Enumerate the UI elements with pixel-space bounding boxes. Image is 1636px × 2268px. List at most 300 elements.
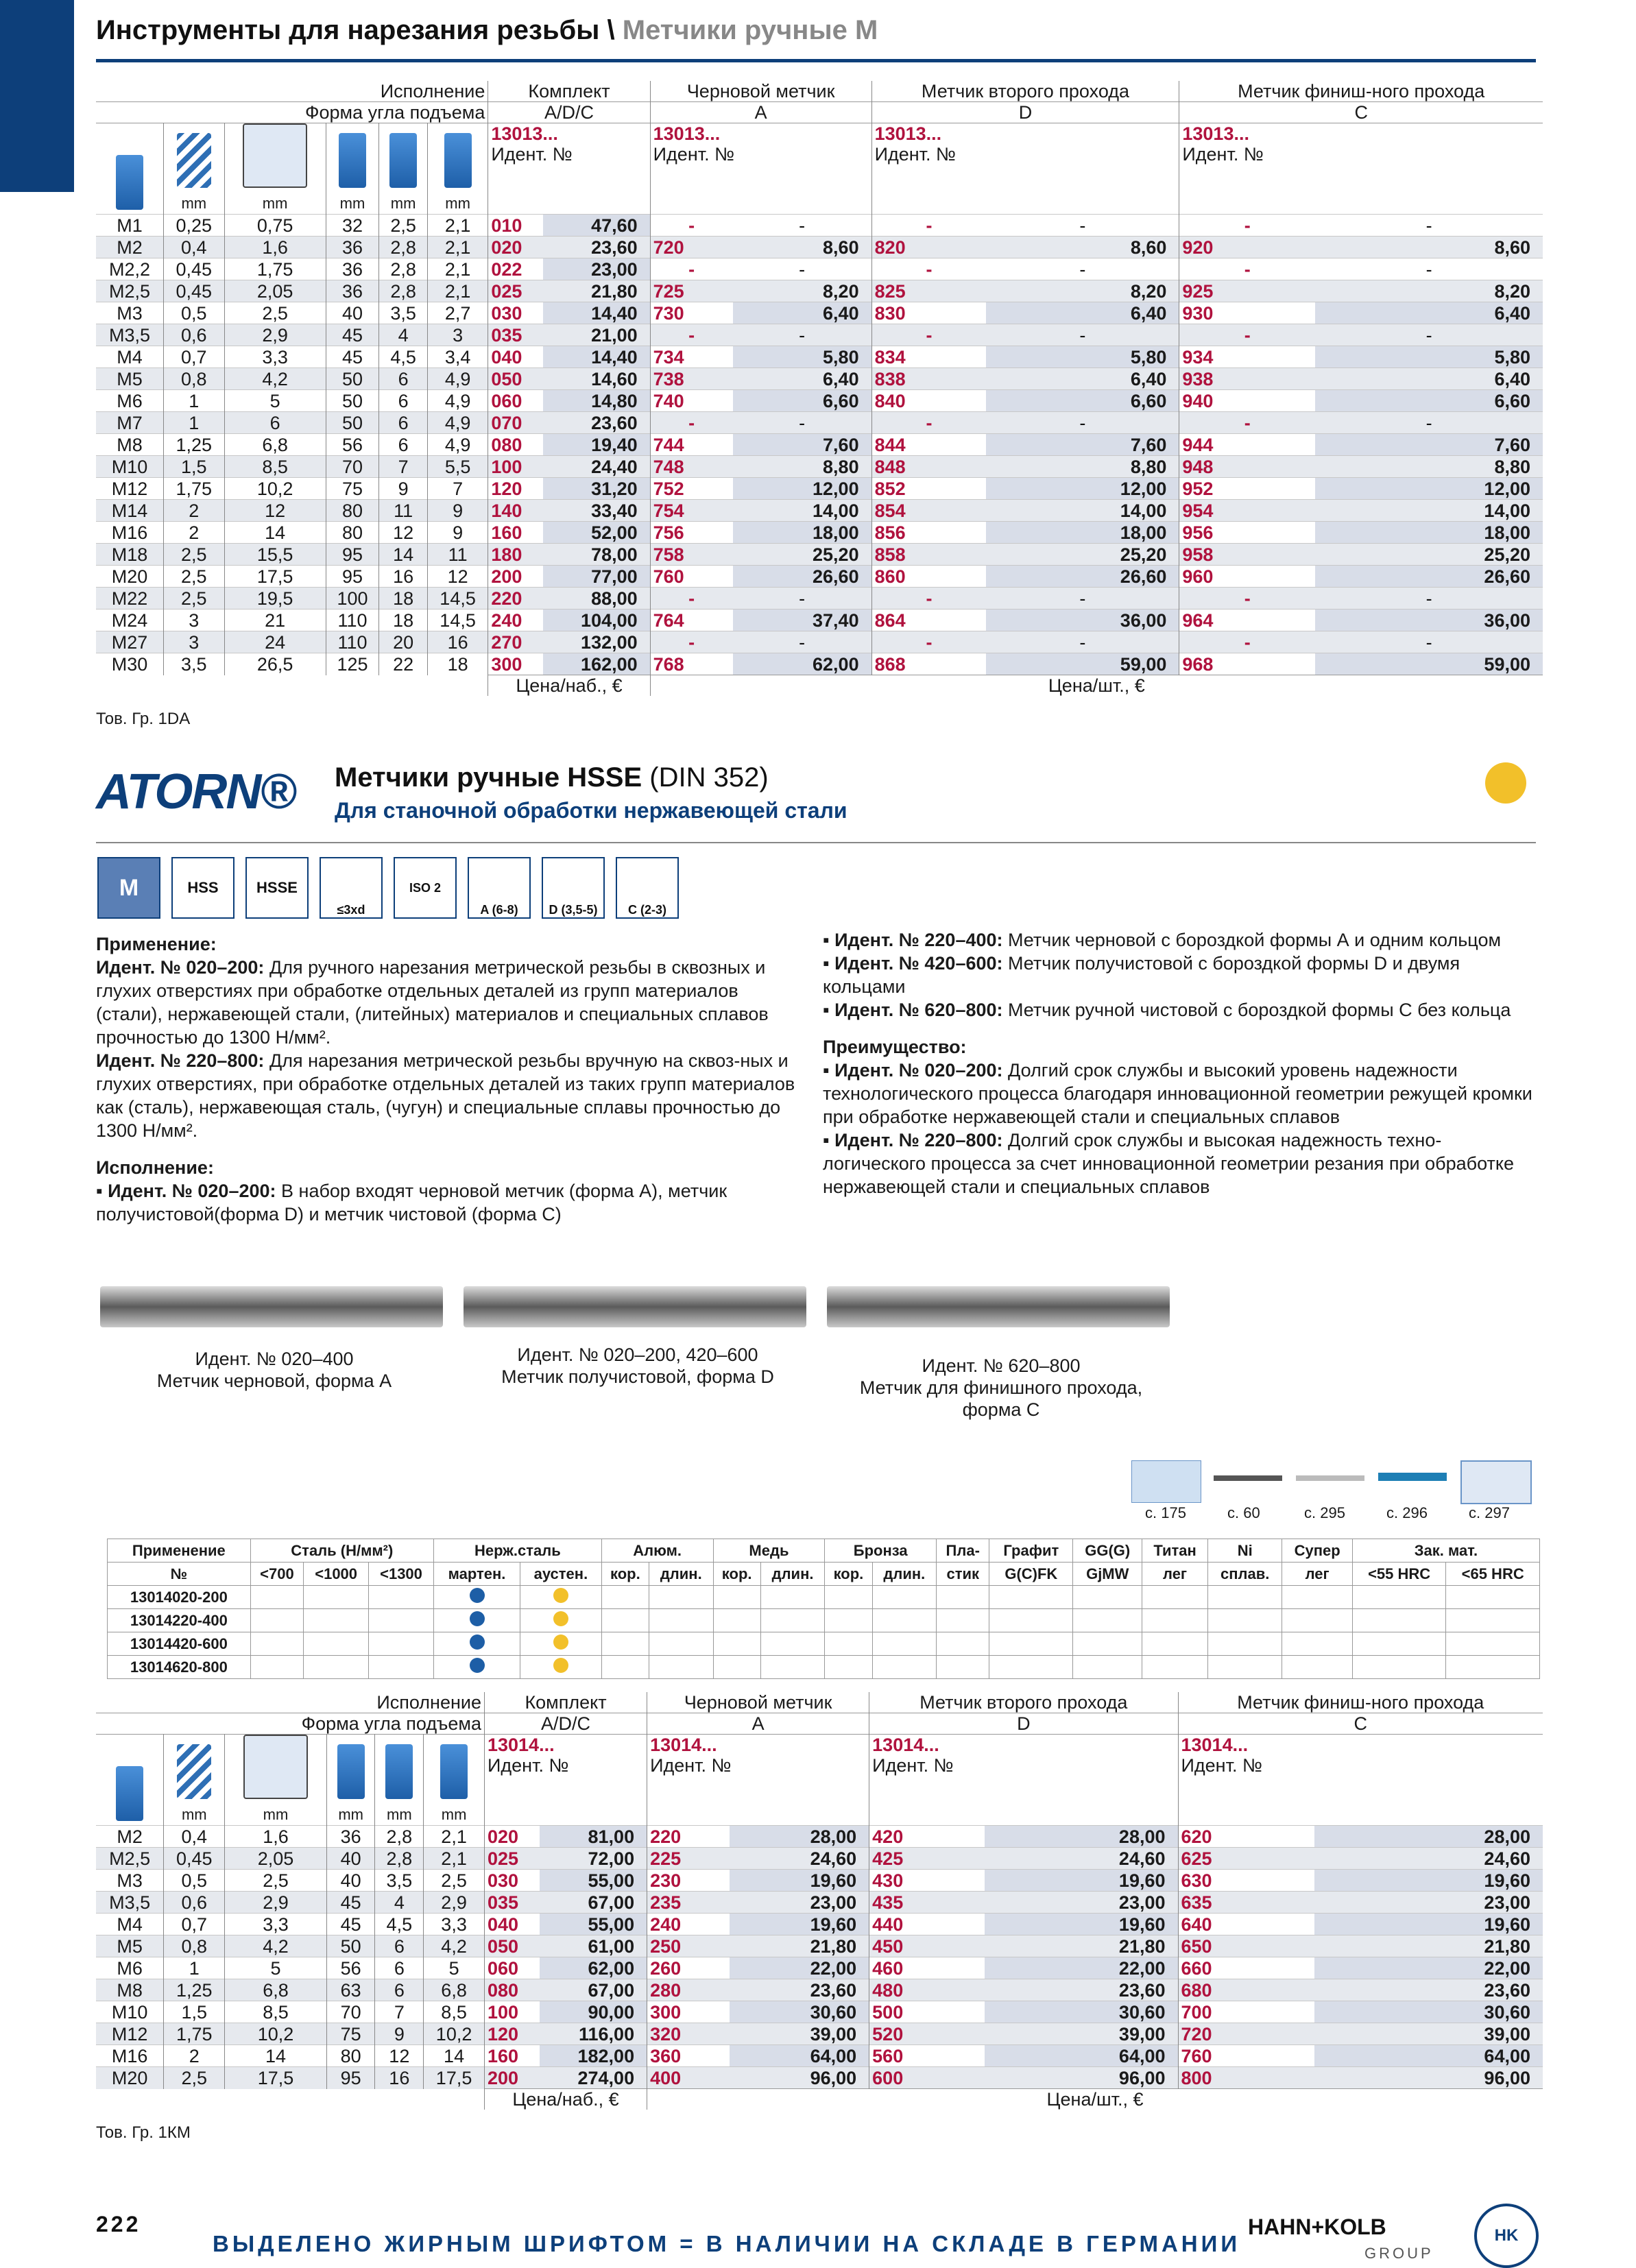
table-cell: 030 (484, 1870, 539, 1892)
table-cell: 954 (1179, 500, 1315, 522)
table-cell: 230 (647, 1870, 730, 1892)
app-header: Нерж.сталь (433, 1539, 601, 1563)
table-cell: 6 (379, 434, 427, 456)
table-row (96, 324, 1543, 346)
app-cell (937, 1632, 989, 1656)
app-cell (433, 1586, 520, 1609)
table-cell: 96,00 (985, 2067, 1178, 2089)
table-cell: 6,60 (986, 390, 1179, 412)
table-cell: 14,5 (427, 610, 488, 631)
table-cell: 116,00 (540, 2023, 647, 2045)
table-cell: - (1179, 412, 1315, 434)
table-cell: 2,5 (164, 588, 225, 610)
table-cell: 70 (326, 2001, 375, 2023)
table-cell: 25,20 (986, 544, 1179, 566)
table-cell: 12,00 (733, 478, 872, 500)
table-cell: 035 (488, 324, 543, 346)
table-row (96, 1914, 1543, 1935)
table-cell: 6,8 (224, 434, 326, 456)
brand-group: GROUP (1364, 2245, 1434, 2262)
icon-cell (96, 123, 164, 215)
tap-size-icon (116, 155, 143, 210)
table-cell: 18,00 (1315, 522, 1543, 544)
table-cell: 8,60 (986, 237, 1179, 258)
table-cell: 925 (1179, 280, 1315, 302)
app-cell (433, 1632, 520, 1656)
table-cell: 23,60 (730, 1979, 869, 2001)
table-cell: 28,00 (730, 1826, 869, 1848)
app-subheader: кор. (601, 1563, 649, 1586)
table-cell: 6 (379, 390, 427, 412)
form-header: D (869, 1713, 1178, 1735)
icon-cell (225, 1735, 327, 1826)
table-cell: 020 (488, 237, 543, 258)
table-row (96, 478, 1543, 500)
table-cell: 752 (650, 478, 732, 500)
table-cell: 820 (871, 237, 986, 258)
table-cell: 14,00 (733, 500, 872, 522)
table-cell: 040 (484, 1914, 539, 1935)
table-cell: 050 (488, 368, 543, 390)
section-divider (96, 842, 1536, 843)
table-cell: 2,05 (224, 280, 326, 302)
app-cell (1207, 1656, 1282, 1679)
table-cell: 180 (488, 544, 543, 566)
square-icon (440, 1744, 468, 1799)
table-cell: 450 (869, 1935, 985, 1957)
table-cell: 5 (224, 390, 326, 412)
table-cell: 958 (1179, 544, 1315, 566)
table-cell: M4 (96, 1914, 164, 1935)
app-cell (1446, 1632, 1540, 1656)
app-cell (825, 1586, 872, 1609)
table-cell: 956 (1179, 522, 1315, 544)
table-cell: 18 (427, 653, 488, 675)
icon-cell (424, 1735, 485, 1826)
table-cell: 864 (871, 610, 986, 631)
table-cell: 838 (871, 368, 986, 390)
drill-icon[interactable] (1378, 1473, 1447, 1481)
table-cell: 768 (650, 653, 732, 675)
table-cell: 11 (427, 544, 488, 566)
table-cell: 4,5 (375, 1914, 424, 1935)
table-cell: 19,5 (224, 588, 326, 610)
table-row (108, 1609, 1540, 1632)
app-cell (713, 1609, 760, 1632)
table-cell: 8,5 (225, 2001, 327, 2023)
table-cell: 120 (484, 2023, 539, 2045)
badge-form-a-icon: A (6-8) (468, 857, 531, 919)
app-cell (1142, 1609, 1208, 1632)
app-subheader: длин. (760, 1563, 825, 1586)
table-cell: 100 (326, 588, 379, 610)
tap-image-finish (827, 1286, 1170, 1327)
app-subheader: <1300 (369, 1563, 434, 1586)
table-cell: M2,2 (96, 258, 164, 280)
table-cell: 220 (488, 588, 543, 610)
advantage-item: ▪ Идент. № 020–200: Долгий срок службы и высокий уровень надежности технологического процесса благодаря инновационной геометрии режущей кромки при обработке нержавеющей стали и специальных сплавов (823, 1059, 1536, 1129)
table-cell: 30,60 (1314, 2001, 1543, 2023)
tap-size-icon (116, 1766, 143, 1821)
table-cell: 22 (379, 653, 427, 675)
table-cell: 948 (1179, 456, 1315, 478)
table-cell: 640 (1178, 1914, 1314, 1935)
table-cell: 760 (650, 566, 732, 588)
ref-296[interactable]: с. 296 (1386, 1504, 1428, 1521)
table-cell: 2,9 (224, 324, 326, 346)
app-cell (1142, 1632, 1208, 1656)
thread-length-icon (385, 1744, 413, 1799)
table-cell: 2,1 (424, 1826, 485, 1848)
table-cell: 834 (871, 346, 986, 368)
table-cell: M5 (96, 1935, 164, 1957)
table-cell: 320 (647, 2023, 730, 2045)
table-cell: 12,00 (1315, 478, 1543, 500)
table-cell: 37,40 (733, 610, 872, 631)
table-2-footnote: Тов. Гр. 1КМ (96, 2123, 191, 2142)
table-cell: M3,5 (96, 1892, 164, 1914)
table-cell: 756 (650, 522, 732, 544)
app-subheader: <700 (250, 1563, 304, 1586)
app-header: Зак. мат. (1352, 1539, 1539, 1563)
unit-label: mm (441, 1806, 467, 1823)
table-cell: 3 (427, 324, 488, 346)
table-row (96, 522, 1543, 544)
overall-length-icon (337, 1744, 365, 1799)
table-cell: 2,8 (379, 258, 427, 280)
table-row (96, 237, 1543, 258)
badge-m: M (97, 857, 160, 919)
table-cell: 67,00 (540, 1892, 647, 1914)
table-cell: 36,00 (986, 610, 1179, 631)
table-cell: - (650, 588, 732, 610)
app-cell (1207, 1632, 1282, 1656)
overall-length-icon (339, 133, 366, 188)
table-cell: 4,9 (427, 434, 488, 456)
table-cell: 7,60 (986, 434, 1179, 456)
table-cell: M18 (96, 544, 164, 566)
table-1-footnote: Тов. Гр. 1DA (96, 710, 191, 728)
app-code: 13014620-800 (108, 1656, 251, 1679)
table-cell: M2,5 (96, 1848, 164, 1870)
table-cell: 0,25 (164, 215, 225, 237)
app-cell (872, 1656, 937, 1679)
description-left (96, 932, 795, 1226)
table-cell: 2,1 (427, 258, 488, 280)
table-cell: 95 (326, 566, 379, 588)
table-cell: 4 (379, 324, 427, 346)
application-heading: Применение: (96, 934, 217, 954)
table-cell: 0,7 (164, 346, 225, 368)
table-cell: 280 (647, 1979, 730, 2001)
app-cell (520, 1632, 602, 1656)
table-cell: 3,4 (427, 346, 488, 368)
table-cell: 50 (326, 368, 379, 390)
table-cell: 14,40 (543, 346, 651, 368)
table-cell: 75 (326, 478, 379, 500)
header-divider (96, 59, 1536, 62)
table-cell: 4,9 (427, 368, 488, 390)
table-cell: 90,00 (540, 2001, 647, 2023)
price-piece-label: Цена/шт., € (650, 675, 1543, 697)
group-header: 13014... Идент. № (1178, 1735, 1543, 1826)
table-cell: 660 (1178, 1957, 1314, 1979)
app-cell (369, 1586, 434, 1609)
table-cell: 36 (326, 1826, 375, 1848)
app-subheader: лег (1282, 1563, 1352, 1586)
table-cell: 5 (225, 1957, 327, 1979)
table-cell: 848 (871, 456, 986, 478)
table-cell: 220 (647, 1826, 730, 1848)
table-cell: 70 (326, 456, 379, 478)
table-cell: 3,5 (375, 1870, 424, 1892)
application-table (107, 1539, 1540, 1679)
table-cell: 110 (326, 631, 379, 653)
table-cell: 080 (488, 434, 543, 456)
table-cell: 52,00 (543, 522, 651, 544)
table-cell: 6,40 (986, 302, 1179, 324)
app-header: GG(G) (1073, 1539, 1142, 1563)
suitable-dot-icon (470, 1658, 485, 1673)
table-cell: 5,80 (1315, 346, 1543, 368)
table-cell: 030 (488, 302, 543, 324)
table-cell: 8,80 (1315, 456, 1543, 478)
table-cell: 14,00 (986, 500, 1179, 522)
table-cell: 9 (375, 2023, 424, 2045)
core-hole-icon (243, 123, 307, 188)
suitable-dot-icon (553, 1588, 568, 1603)
table-cell: M1 (96, 215, 164, 237)
table-cell: 6 (375, 1957, 424, 1979)
table-cell: 0,4 (164, 237, 225, 258)
table-cell: 858 (871, 544, 986, 566)
variant-item: ▪ Идент. № 220–400: Метчик черновой с бороздкой формы А и одним кольцом (823, 928, 1536, 952)
ref-295[interactable]: с. 295 (1304, 1504, 1345, 1521)
table-cell: 6 (375, 1935, 424, 1957)
table-cell: 64,00 (985, 2045, 1178, 2067)
info-icon[interactable] (1131, 1460, 1201, 1503)
table-cell: M6 (96, 1957, 164, 1979)
table-cell: 854 (871, 500, 986, 522)
table-cell: - (871, 412, 986, 434)
app-header: Графит (989, 1539, 1073, 1563)
tap-image-rough (100, 1286, 443, 1327)
app-cell (1282, 1656, 1352, 1679)
table-cell: 39,00 (985, 2023, 1178, 2045)
table-cell: M16 (96, 522, 164, 544)
table-cell: 33,40 (543, 500, 651, 522)
table-cell: 0,45 (164, 1848, 225, 1870)
unit-label: mm (181, 195, 207, 212)
table-cell: 31,20 (543, 478, 651, 500)
table-cell: 425 (869, 1848, 985, 1870)
table-cell: - (1179, 631, 1315, 653)
tap-holder-icon[interactable] (1214, 1475, 1282, 1481)
table-cell: 560 (869, 2045, 985, 2067)
group-header: 13013... Идент. № (650, 123, 871, 215)
table-cell: 944 (1179, 434, 1315, 456)
table-cell: - (650, 631, 732, 653)
table-cell: 14,00 (1315, 500, 1543, 522)
table-cell: 45 (326, 346, 379, 368)
table-cell: 5,5 (427, 456, 488, 478)
table-cell: M10 (96, 456, 164, 478)
table-cell: 4 (375, 1892, 424, 1914)
table-cell: 460 (869, 1957, 985, 1979)
table-cell: 4,9 (427, 390, 488, 412)
table-cell: 754 (650, 500, 732, 522)
tap-wrench-icon[interactable] (1296, 1475, 1364, 1481)
app-cell (760, 1609, 825, 1632)
table-cell: 8,20 (986, 280, 1179, 302)
table-cell: 55,00 (540, 1870, 647, 1892)
table-cell: 26,60 (986, 566, 1179, 588)
app-subheader: длин. (649, 1563, 713, 1586)
table-cell: 36 (326, 258, 379, 280)
app-header: Алюм. (601, 1539, 713, 1563)
table-cell: 760 (1178, 2045, 1314, 2067)
table-cell: 14,80 (543, 390, 651, 412)
table-cell: 23,00 (1314, 1892, 1543, 1914)
table-cell: 844 (871, 434, 986, 456)
table-row (96, 390, 1543, 412)
table-cell: 25,20 (733, 544, 872, 566)
ref-297[interactable]: с. 297 (1469, 1504, 1510, 1521)
table-cell: 81,00 (540, 1826, 647, 1848)
table-cell: 7,60 (733, 434, 872, 456)
table-cell: 19,40 (543, 434, 651, 456)
app-cell (872, 1609, 937, 1632)
table-cell: 720 (1178, 2023, 1314, 2045)
table-cell: - (733, 588, 872, 610)
table-cell: 920 (1179, 237, 1315, 258)
table-cell: 830 (871, 302, 986, 324)
table-cell: 0,6 (164, 324, 225, 346)
table-cell: 0,4 (164, 1826, 225, 1848)
table-cell: 8,80 (986, 456, 1179, 478)
table-cell: 28,00 (985, 1826, 1178, 1848)
table-cell: 860 (871, 566, 986, 588)
table-cell: 2,9 (225, 1892, 327, 1914)
table-cell: M3 (96, 302, 164, 324)
table-cell: 14 (424, 2045, 485, 2067)
table-cell: 2,8 (375, 1848, 424, 1870)
table-cell: 12 (379, 522, 427, 544)
table-cell: 050 (484, 1935, 539, 1957)
table-cell: 21,80 (730, 1935, 869, 1957)
table-cell: 840 (871, 390, 986, 412)
table-row (96, 412, 1543, 434)
spec-table-1-wrap (96, 81, 1543, 729)
unit-label: mm (338, 1806, 363, 1823)
table-cell: M12 (96, 2023, 164, 2045)
table-cell: 240 (488, 610, 543, 631)
table-cell: 0,7 (164, 1914, 225, 1935)
table-cell: 9 (379, 478, 427, 500)
ref-60[interactable]: с. 60 (1227, 1504, 1260, 1521)
ref-175[interactable]: с. 175 (1145, 1504, 1186, 1521)
app-cell (1073, 1609, 1142, 1632)
table-cell: 72,00 (540, 1848, 647, 1870)
table-cell: 200 (484, 2067, 539, 2089)
table-cell: 36 (326, 237, 379, 258)
table-cell: 060 (488, 390, 543, 412)
table-row (96, 500, 1543, 522)
table-cell: 14 (225, 2045, 327, 2067)
table-cell: 6 (379, 412, 427, 434)
table-cell: M10 (96, 2001, 164, 2023)
table-cell: 968 (1179, 653, 1315, 675)
table-cell: 9 (427, 522, 488, 544)
table-cell: 025 (484, 1848, 539, 1870)
suitable-dot-icon (470, 1611, 485, 1626)
table-cell: M30 (96, 653, 164, 675)
table-cell: 96,00 (1314, 2067, 1543, 2089)
table-cell: - (650, 412, 732, 434)
table-cell: - (733, 631, 872, 653)
app-cell (760, 1586, 825, 1609)
table-row (96, 2023, 1543, 2045)
table-cell: 61,00 (540, 1935, 647, 1957)
table-cell: 39,00 (1314, 2023, 1543, 2045)
app-cell (989, 1609, 1073, 1632)
table-cell: 2 (164, 522, 225, 544)
table-cell: 23,00 (543, 258, 651, 280)
app-header: Супер (1282, 1539, 1352, 1563)
table-cell: 2,7 (427, 302, 488, 324)
app-subheader: лег (1142, 1563, 1208, 1586)
table-cell: 2,5 (424, 1870, 485, 1892)
table-row (96, 631, 1543, 653)
forma-label: Форма угла подъема (96, 102, 488, 123)
table-cell: M3,5 (96, 324, 164, 346)
table-cell: M8 (96, 1979, 164, 2001)
core-hole-icon (243, 1735, 308, 1799)
table-cell: M2 (96, 1826, 164, 1848)
variant-item: ▪ Идент. № 420–600: Метчик получистовой с бороздкой формы D и двумя кольцами (823, 952, 1536, 998)
table-row (96, 1848, 1543, 1870)
form-header: A (647, 1713, 869, 1735)
table-cell: 035 (484, 1892, 539, 1914)
app-header: Сталь (Н/мм²) (250, 1539, 433, 1563)
table-cell: - (986, 324, 1179, 346)
chart-icon[interactable] (1460, 1460, 1532, 1504)
table-cell: 2,1 (427, 215, 488, 237)
table-cell: - (650, 215, 732, 237)
table-cell: 25,20 (1315, 544, 1543, 566)
app-subheader: № (108, 1563, 251, 1586)
badge-depth-icon: ≤3xd (320, 857, 383, 919)
table-cell: 162,00 (543, 653, 651, 675)
table-cell: 18,00 (733, 522, 872, 544)
app-cell (601, 1586, 649, 1609)
product-title: Метчики ручные HSSE (DIN 352) (335, 762, 769, 793)
app-cell (649, 1609, 713, 1632)
table-row (96, 2045, 1543, 2067)
table-cell: 64,00 (1314, 2045, 1543, 2067)
table-cell: 14,60 (543, 368, 651, 390)
app-cell (649, 1632, 713, 1656)
table-cell: 16 (427, 631, 488, 653)
app-header: Медь (713, 1539, 825, 1563)
unit-label: mm (339, 195, 365, 212)
table-cell: 80 (326, 500, 379, 522)
table-row (96, 1892, 1543, 1914)
app-cell (1073, 1656, 1142, 1679)
table-cell: - (1315, 215, 1543, 237)
table-cell: 3,3 (225, 1914, 327, 1935)
price-set-label: Цена/наб., € (484, 2089, 647, 2110)
